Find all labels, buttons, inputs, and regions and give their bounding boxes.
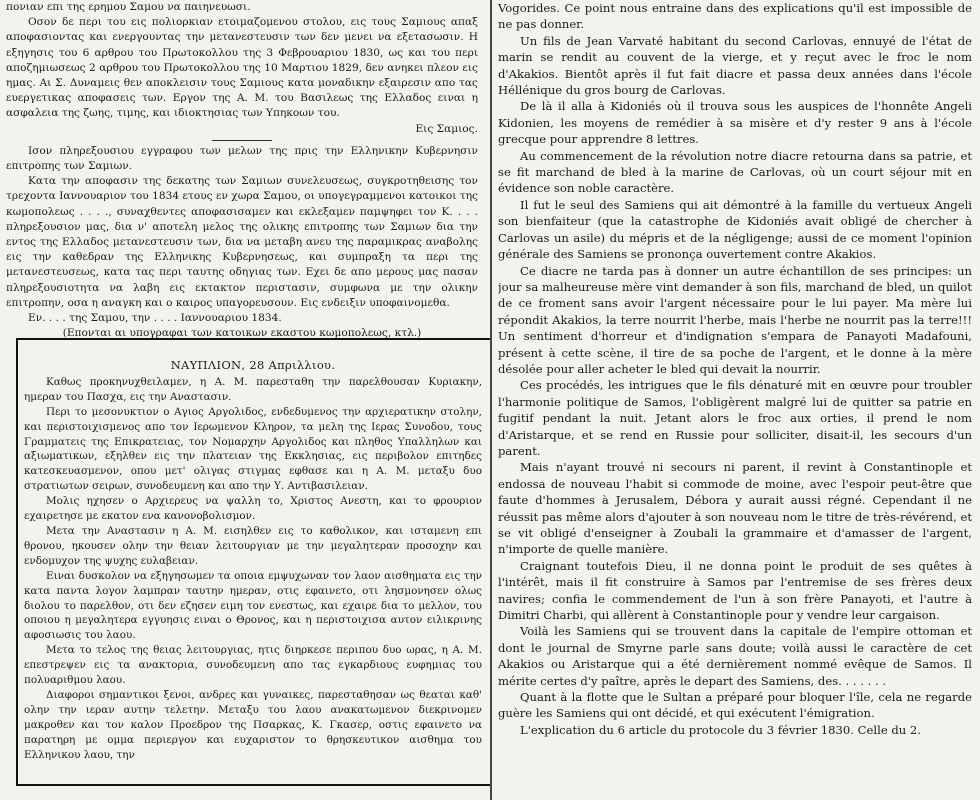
right-paragraph: Quant à la flotte que le Sultan a préparé pour bloquer l'île, cela ne regarde guère les Samiens qui ont décidé, et qui exécutent l'émigration. [498,690,972,721]
right-column [498,0,972,800]
right-paragraph: Ce diacre ne tarda pas à donner un autre échantillon de ses principes: un jour sa malheureuse mère vint demander à son fils, marchand de bled, un quilot de ce froment sans avoir l'argent nécessaire pour le lui payer. Ma mère lui répondit Akakios, la terre nourrit l'herbe, mais l'herbe ne nourrit pas la terre!!! Un sentiment d'horreur et d'indignation s'empara de Panayoti Madafouni, présent à cette scène, il tire de sa poche de l'argent, et le donne à la mère désolée pour aller acheter le bled qui devait la nourrir. [498,263,972,376]
left-top-paragraph: Οσον δε περι του εις πολιορκιαν ετοιμαζομενου στολου, εις τους Σαμιους απαξ αποφασιοντας και ενεργουντας την μετανεστευσιν των δεν μενει να εξετασωσιν. Η εξηγησις του 6 αρθρου του Πρωτοκολλου της 3 Φεβρουαριου 1830, ως και του περι αποζημιωσεως 2 αρθρου του Πρωτοκολλου της 10 Μαρτιου 1829, δεν ανηκει πλεον εις ημας. Αι Σ. Δυναμεις θεν αποκλεισιν τους Σαμιους κατα μοναδικην εξαιρεσιν απο τας ευεργετικας αποφασεις των. Εργον της Α. Μ. του Βασιλεως της Ελλαδος ειναι η ασφαλεια της ζωης, τιμης, και ιδιοκτησιας των Υπηκοων του. [6,16,478,120]
right-paragraph: Il fut le seul des Samiens qui ait démontré à la famille du vertueux Angeli son bienfaiteur (que la catastrophe de Kidoniés avait obligé de chercher à Carlovas un asile) du mépris et de la négligenge; aussi de ce moment l'opinion générale des Samiens se prononça ouvertement contre Akakios. [498,197,972,262]
section-divider [212,140,272,141]
right-paragraph: Vogorides. Ce point nous entraine dans des explications qu'il est impossible de ne pas donner. [498,1,972,32]
right-paragraph: Au commencement de la révolution notre diacre retourna dans sa patrie, et se fit marchand de bled à la marine de Carlovas, où un court séjour mit en évidence son noble caractère. [498,148,972,196]
right-paragraph: Craignant toutefois Dieu, il ne donna point le produit de ses quêtes à l'intérêt, mais il fit construire à Samos par l'entremise de ses frères deux navires; confia le commendement de l'un à son frère Panayoti, et l'autre à Dimitri Charbi, qui allèrent à Constantinople pour y vendre leur cargaison. [498,558,972,623]
left-mid-heading: Ισον πληρεξουσιου εγγραφου των μελων της πρις την Ελληνικην Κυβερνησιν επιτροπης των Σαμιων. [6,144,478,173]
highlighted-article-box [16,338,492,786]
article-paragraph: Μετα την Αναστασιν η Α. Μ. εισηλθεν εις το καθολικον, και ισταμενη επι θρονου, ηκουσεν ολην την θειαν λειτουργιαν με την μεγαλητεραν προσοχην και ενδομυχον της ψυχης ευλαβειαν. [24,524,482,567]
article-heading: ΝΑΥΠΛΙΟΝ, 28 Απριλλιου. [170,358,336,372]
article-paragraph: Ειναι δυσκολον να εξηγησωμεν τα οποια εμψυχωναν τον λαον αισθηματα εις την κατα παντα λογον λαμπραν ταυτην ημεραν, οτις εφαινετο, οτι λησμονησεν ολως διολου το παρελθον, οτι δεν εζησεν ειμη τον ενεστως, και εχαιρε δια το μελλον, του οποιου η μεγαλητερα εγγυησις ειναι ο Θρονος, και η περιστοιχισα αυτον ειλικρινης αφοσιωσις του λαου. [24,569,482,642]
column-rule [490,0,492,800]
left-mid-paragraph: Κατα την αποφασιν της δεκατης των Σαμιων συνελευσεως, συγκροτηθεισης τον τρεχοντα Ιαννουαριον του 1834 ετους εν χωρα Σαμου, οι υπογεγραμμενοι κατοικοι της κωμοπολεως . . . ., συναχθεντες αποφασισαμεν και εκλεξαμεν παμψηφει τον Κ. . . . πληρεξουσιον μας, δια ν' αποτελη μελος της ολικης επιτροπης των Σαμιων δια την εντος της Ελλαδος μετανεστευσιν των, δια να μεταβη ανευ της παραμικρας αναβολης εις την καθεδραν της Ελληνικης Κυβερνησεως, και συμπραξη τα περι της μετανεστευσεως, κατα τας περι ταυτης οδηγιας των. Εχει δε απο μερους μας πασαν πληρεξουσιοτητα να λαβη εις εκτακτον περιστασιν, συμφωνα με την ολικην επιτροπην, οσα η αναγκη και ο καιρος υπαγορευσουν. Εις ενδειξιν υποφαινομεθα. [6,175,478,309]
left-top-signature: Εις Σαμιος. [415,122,478,135]
left-mid-dateline: Εν. . . . της Σαμου, την . . . . Ιαννουαριου 1834. [28,312,282,325]
article-paragraph: Διαφοροι σημαντικοι ξενοι, ανδρες και γυναικες, παρεσταθησαν ως θεαται καθ' ολην την ιεραν αυτην τελετην. Μεταξυ του λαου ανακατωμενον διεκρινομεν μακροθεν και τον καλον Προεδρον της Πσαρκας, Κ. Γκασερ, οστις εφαινετο να παρατηρη με ομμα περιεργον και ευχαριστον το θρησκευτικον αισθημα του Ελληνικου λαου, την [24,688,482,761]
article-paragraph: Μολις ηχησεν ο Αρχιερευς να ψαλλη το, Χριστος Ανεστη, και το φρουριον εχαιρετησε με εκατον ενα κανονοβολισμον. [24,495,482,523]
left-top-line: πονιαν επι της ερημου Σαμου να παιηνευωσι. [6,1,251,13]
right-paragraph: Voilà les Samiens qui se trouvent dans la capitale de l'empire ottoman et dont le journal de Smyrne parle sans doute; voilà aussi le caractère de cet Akakios ou Aristarque qui a été dernièrement nommé evêque de Samos. Il mérite certes d'y paître, après le depart des Samiens, des. . . . . . . [498,624,972,688]
article-paragraph: Μετα το τελος της θειας λειτουργιας, ητις διηρκεσε περιπου δυο ωρας, η Α. Μ. επεστρεψεν εις τα ανακτορια, συνοδευμενη απο τας εγκαρδιους ευφημιας του πολυαριθμου λαου. [24,644,482,687]
left-mid-note: (Επονται αι υπογραφαι των κατοικων εκαστου κωμοπολεως, κτλ.) [62,327,422,340]
right-paragraph: L'explication du 6 article du protocole du 3 février 1830. Celle du 2. [520,722,921,737]
right-paragraph: Mais n'ayant trouvé ni secours ni parent, il revint à Constantinople et endossa de nouveau l'habit si commode de moine, avec l'espoir peut-être que faute d'hommes à Jerusalem, Débora y aurait aussi régné. Cependant il ne réussit pas même alors d'ajouter à son nouveau nom le titre de très-révérend, et se vit obligé d'enseigner à Zoubali la grammaire et d'amasser de l'argent, n'importe de quelle manière. [498,460,972,557]
left-top-block [0,0,486,341]
right-paragraph: Un fils de Jean Varvaté habitant du second Carlovas, ennuyé de l'état de marin se rendit au couvent de la vierge, et y reçut avec le froc le nom d'Akakios. Bientôt après il fut fait diacre et passa deux années dans l'école Héllénique du gros bourg de Carlovas. [498,33,972,98]
right-paragraph: De là il alla à Kidoniés où il trouva sous les auspices de l'honnête Angeli Kidonien, les moyens de remédier à sa misère et d'y rester 9 ans à l'école grecque pour apprendre 8 lettres. [498,99,972,147]
right-paragraph: Ces procédés, les intrigues que le fils dénaturé mit en œuvre pour troubler l'harmonie politique de Samos, l'obligèrent malgré lui de quitter sa patrie en fugitif pendant la nuit. Jetant alors le froc aux orties, il prend le nom d'Aristarque, et se rend en Russie pour solliciter, disait-il, les secours d'un parent. [498,378,972,458]
article-paragraph: Περι το μεσονυκτιον ο Αγιος Αργολιδος, ενδεδυμενος την αρχιερατικην στολην, και περιστοιχισμενος απο τον Ιερωμενον Κληρον, τα μελη της Ιερας Συνοδου, τους Γραμματεις της Επικρατειας, τον Νομαρχην Αργολιδος και πληθος Υπαλληλων και αξιωματικων, εξηλθεν εις την πλατειαν της Εκκλησιας, εις περιβολον επιτηδες κατεσκευασμενον, οπου μετ' ολιγας στιγμας εφθασε και η Α. Μ. μεταξυ δυο στρατιωτων σειρων, συνοδευμενη και απο την Υ. Αντιβασιλειαν. [24,405,482,493]
article-paragraph: Καθως προκηνυχθειλαμεν, η Α. Μ. παρεσταθη την παρελθουσαν Κυριακην, ημεραν του Πασχα, εις την Αναστασιν. [24,375,482,403]
